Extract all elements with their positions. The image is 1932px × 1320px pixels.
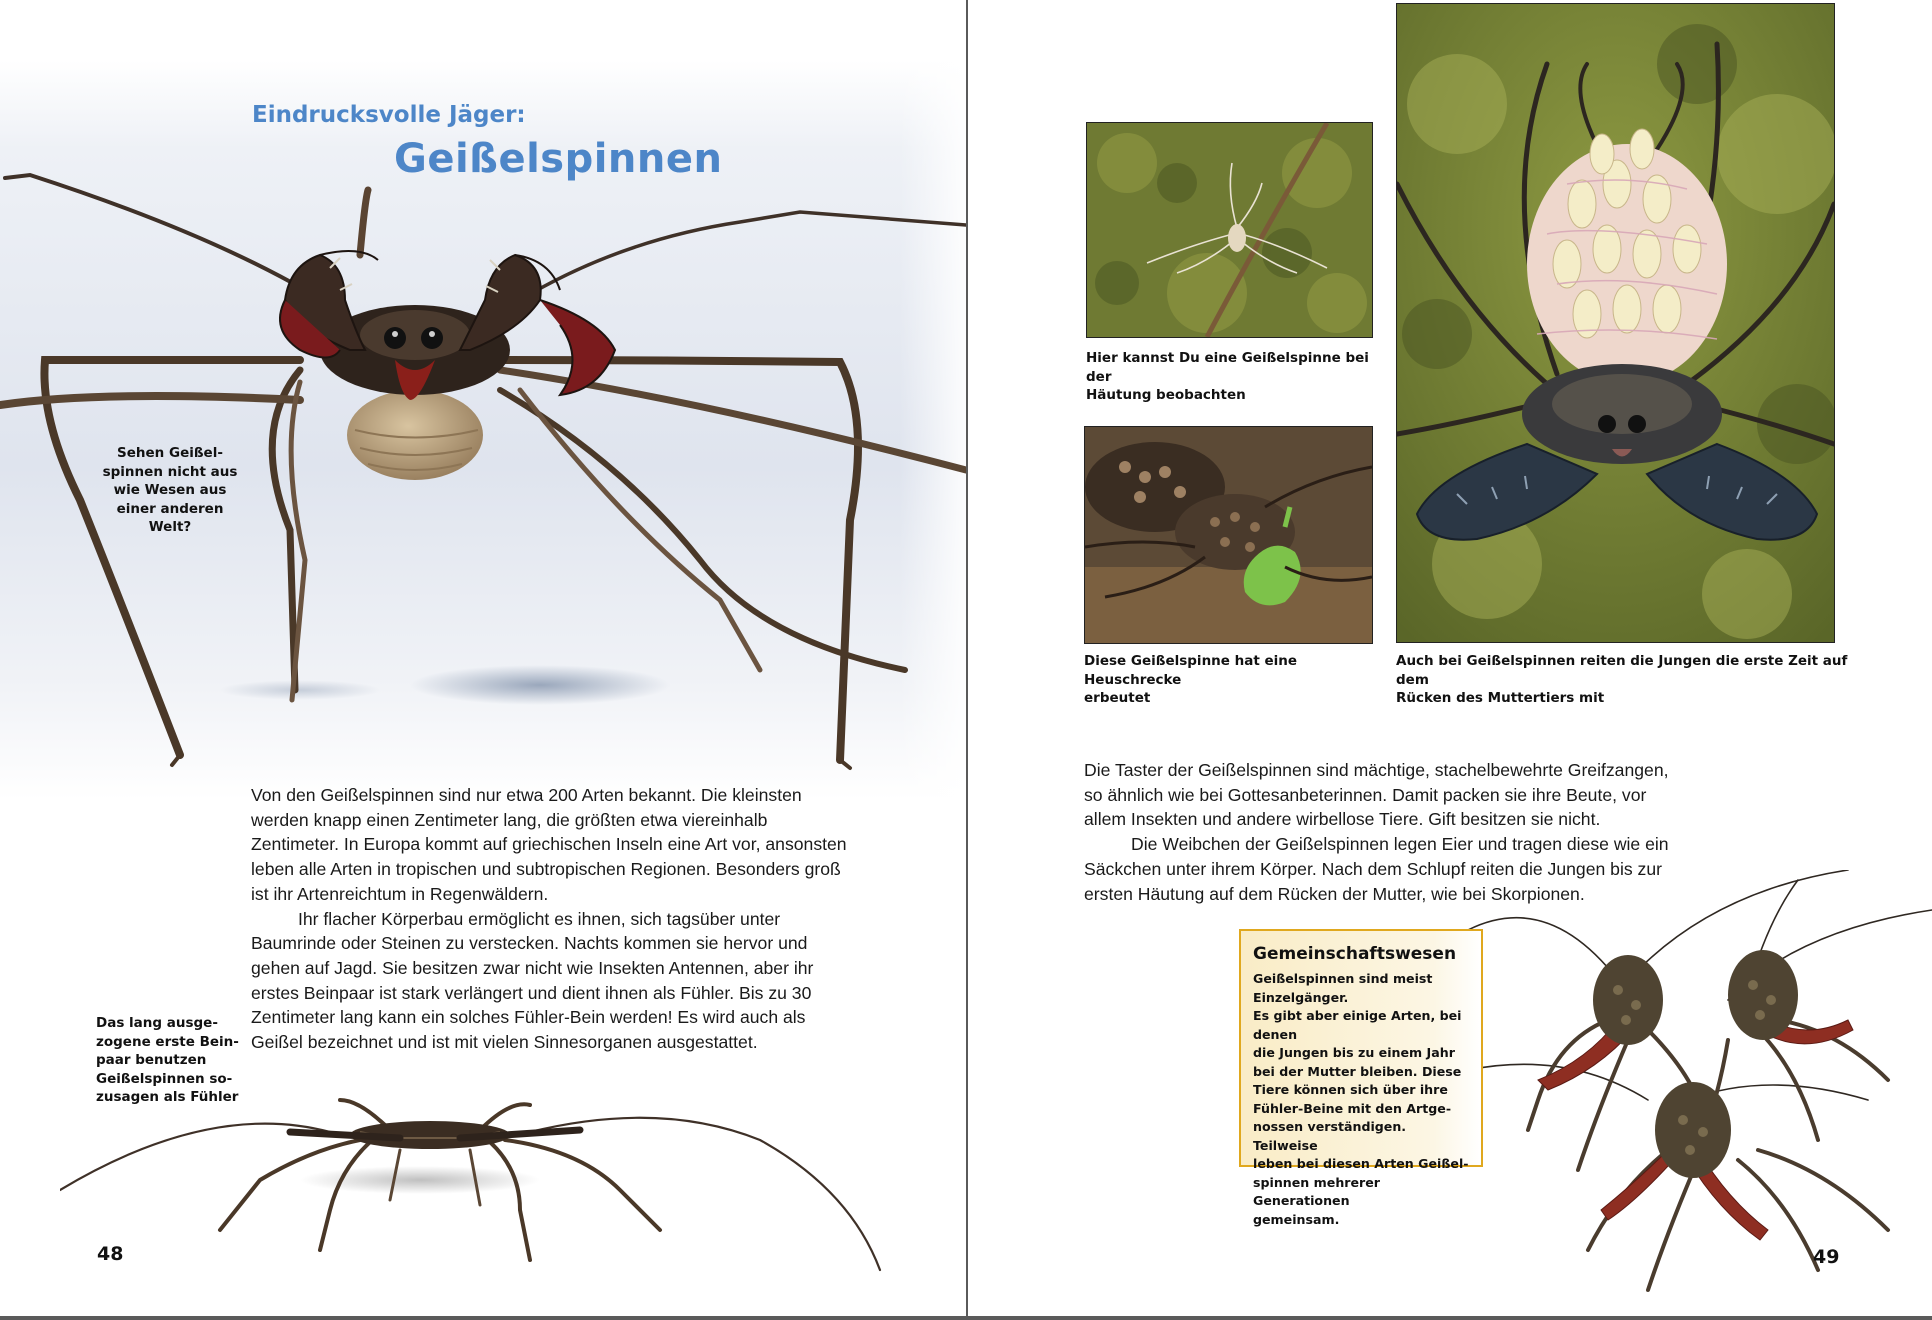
caption-alien-question: Sehen Geißel- spinnen nicht aus wie Wesen aus einer anderen Welt? (102, 445, 238, 535)
photo-spider-group (1468, 870, 1932, 1316)
info-box-title: Gemeinschaftswesen (1253, 944, 1457, 964)
page-number-left: 48 (97, 1243, 124, 1265)
caption-prey: Diese Geißelspinne hat eine Heuschrecke erbeutet (1084, 653, 1298, 706)
caption-young-riding: Auch bei Geißelspinnen reiten die Jungen die erste Zeit auf dem Rücken des Muttertiers mit (1396, 653, 1848, 706)
right-paragraph-2: Die Weibchen der Geißelspinnen legen Eier und tragen diese wie ein Säckchen unter ihrem Körper. Nach dem Schlupf reiten die Jungen bis zur ersten Häutung auf dem Rücken der Mutter, wie bei Skorpionen. (1084, 834, 1669, 904)
left-page (0, 0, 966, 1316)
caption-molting: Hier kannst Du eine Geißelspinne bei der Häutung beobachten (1086, 350, 1369, 403)
page-title-line2: Geißelspinnen (394, 136, 723, 182)
right-paragraph-1: Die Taster der Geißelspinnen sind mächtige, stachelbewehrte Greifzangen, so ähnlich wie bei Gottesanbeterinnen. Damit packen sie ihre Beute, vor allem Insekten und andere wirbellose Tiere. Gift besitzen sie nicht. (1084, 760, 1669, 830)
photo-prey (1084, 426, 1373, 644)
info-box-gemeinschaftswesen (1239, 929, 1483, 1227)
page-number-right: 49 (1813, 1246, 1840, 1268)
page-title-line1: Eindrucksvolle Jäger: (252, 102, 526, 128)
right-page (968, 0, 1932, 1316)
left-body-text (251, 783, 853, 1055)
side-view-spider-photo (60, 1060, 900, 1310)
left-paragraph-1: Von den Geißelspinnen sind nur etwa 200 Arten bekannt. Die kleinsten werden knapp einen Zentimeter lang, die größten etwa viereinhalb Zentimeter. In Europa kommt auf griechischen Inseln eine Art vor, ansonsten leben alle Arten in tropischen und subtropischen Regionen. Besonders groß ist ihr Artenreichtum in Regenwäldern. (251, 785, 847, 904)
caption-feeler-legs: Das lang ausge- zogene erste Bein- paar benutzen Geißelspinnen so- zusagen als Fühler (96, 1015, 239, 1105)
photo-molting (1086, 122, 1373, 338)
info-box-text: Geißelspinnen sind meist Einzelgänger. Es gibt aber einige Arten, bei denen die Jungen bis zu einem Jahr bei der Mutter bleiben. Diese Tiere können sich über ihre Fühler-Beine mit den Artge- nossen verständigen. Teilweise leben bei diesen Arten Geißel- spinnen mehrerer Generationen gemeinsam. (1253, 971, 1469, 1227)
photo-mother-with-young (1396, 3, 1835, 643)
left-paragraph-2: Ihr flacher Körperbau ermöglicht es ihnen, sich tagsüber unter Baumrinde oder Steinen zu verstecken. Nachts kommen sie hervor und gehen auf Jagd. Sie besitzen zwar nicht wie Insekten Antennen, aber ihr erstes Beinpaar ist stark verlängert und dient ihnen als Fühler. Bis zu 30 Zentimeter lang kann ein solches Fühler-Bein werden! Es wird auch als Geißel bezeichnet und ist mit vielen Sinnesorganen ausgestattet. (251, 908, 814, 1053)
